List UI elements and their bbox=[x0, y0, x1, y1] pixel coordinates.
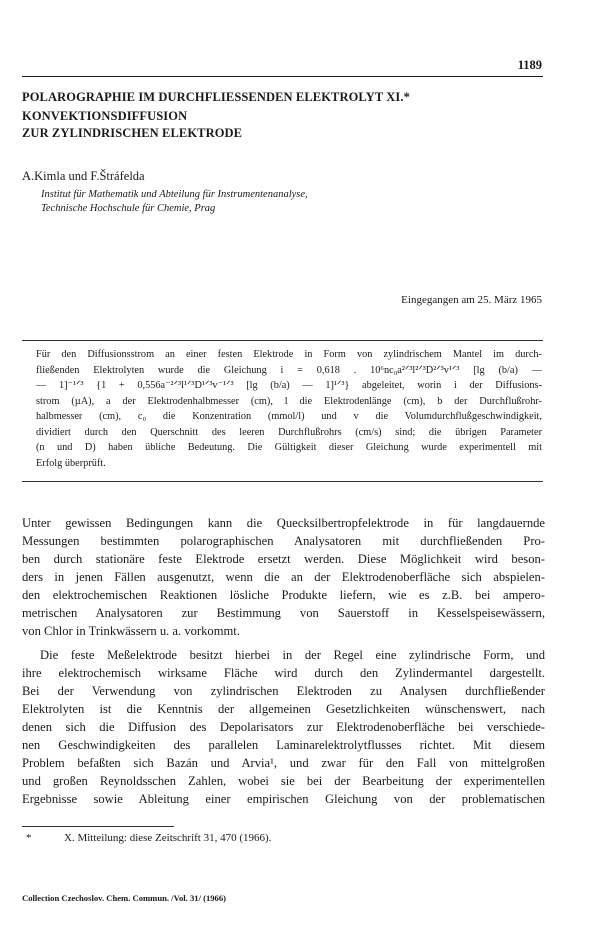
header-rule bbox=[22, 76, 543, 77]
body-line: Ergebnisse sowie Ableitung einer empirischen Gleichung von der problematischen bbox=[22, 792, 545, 806]
body-line: Die feste Meßelektrode besitzt hierbei in der Regel eine zylindrische Form, und bbox=[40, 648, 545, 662]
body-line: Elektrolyten ist die Kenntnis der allgemeinen Gesetzlichkeiten wünschenswert, nach bbox=[22, 702, 545, 716]
body-line: ben durch stationäre feste Elektrode ersetzt werden. Diese Möglichkeit wird beson- bbox=[22, 552, 545, 566]
received-date: Eingegangen am 25. März 1965 bbox=[401, 294, 542, 306]
footnote-mark: * bbox=[26, 832, 32, 844]
body-line: metrischen Analysatoren zur Bestimmung von Sauerstoff in Kesselspeisewässern, bbox=[22, 606, 545, 620]
body-line: Bei der Verwendung von zylindrischen Elektroden zu Analysen durchfließender bbox=[22, 684, 545, 698]
abstract-line: dividiert durch den Querschnitt des leeren Durchflußrohrs (cm/s) sind; die übrigen Parameter bbox=[36, 426, 542, 438]
footnote-rule bbox=[22, 826, 174, 827]
body-line: ihre elektrochemisch wirksame Fläche wird durch den Zylindermantel dargestellt. bbox=[22, 666, 545, 680]
abstract-line: strom (µA), a der Elektrodenhalbmesser (cm), l die Elektrodenlänge (cm), b der Durchflußrohr- bbox=[36, 395, 542, 407]
abstract bbox=[36, 347, 542, 471]
abstract-line: Erfolg überprüft. bbox=[36, 457, 106, 469]
journal-footer: Collection Czechoslov. Chem. Commun. /Vol. 31/ (1966) bbox=[22, 893, 227, 903]
affiliation bbox=[41, 188, 308, 216]
abstract-line: — 1]⁻¹ᐟ³ {1 + 0,556a⁻²ᐟ³l¹ᐟ³D¹ᐟ³v⁻¹ᐟ³ [lg (b/a) — 1]¹ᐟ³} abgeleitet, worin i der Diffusions- bbox=[36, 380, 542, 391]
body-line: Unter gewissen Bedingungen kann die Quecksilbertropfelektrode in für langdauernde bbox=[22, 516, 545, 530]
body-line: Messungen bestimmten polarographischen Analysatoren mit durchfließenden Pro- bbox=[22, 534, 545, 548]
footnote bbox=[26, 832, 272, 844]
body-line: nen Geschwindigkeiten des parallelen Laminarelektrolytflusses richtet. Mit diesem bbox=[22, 738, 545, 752]
abstract-line: fließenden Elektrolyten wurde die Gleichung i = 0,618 . 10⁶nc₀a²ᐟ³l²ᐟ³D²ᐟ³v¹ᐟ³ [lg (b/a) — bbox=[36, 364, 542, 376]
footnote-text: X. Mitteilung: diese Zeitschrift 31, 470 (1966). bbox=[64, 832, 272, 844]
article-subtitle-line1: KONVEKTIONSDIFFUSION bbox=[22, 109, 188, 123]
body-line: ders in jenen Fällen ausgenutzt, wenn die an der Elektrodenoberfläche sich abspielen- bbox=[22, 570, 545, 584]
affiliation-line: Institut für Mathematik und Abteilung für Instrumentenanalyse, bbox=[41, 189, 308, 200]
body-line: von Chlor in Trinkwässern u. a. vorkommt. bbox=[22, 624, 240, 638]
body-line: denen sich die Diffusion des Depolarisators zur Elektrodenoberfläche bei verschiede- bbox=[22, 720, 545, 734]
body-line: den elektrochemischen Reaktionen lösliche Produkte liefern, wie es z.B. bei ampero- bbox=[22, 588, 545, 602]
article-titles bbox=[22, 89, 547, 142]
body-line: und großen Reynoldsschen Zahlen, wobei sie bei der Bearbeitung der experimentellen bbox=[22, 774, 545, 788]
affiliation-line: Technische Hochschule für Chemie, Prag bbox=[41, 203, 216, 214]
abstract-line: halbmesser (cm), c₀ die Konzentration (mmol/l) und v die Volumdurchflußgeschwindigkeit, bbox=[36, 411, 542, 422]
authors: A.Kimla und F.Štráfelda bbox=[22, 169, 145, 183]
page-number: 1189 bbox=[517, 58, 542, 72]
article-subtitle-line2: ZUR ZYLINDRISCHEN ELEKTRODE bbox=[22, 126, 243, 140]
body-text bbox=[22, 514, 545, 808]
abstract-line: (n und D) haben übliche Bedeutung. Die Gültigkeit dieser Gleichung wurde experimentell mit bbox=[36, 442, 542, 453]
article-title: POLAROGRAPHIE IM DURCHFLIESSENDEN ELEKTROLYT XI.* bbox=[22, 90, 410, 104]
abstract-line: Für den Diffusionsstrom an einer festen Elektrode in Form von zylindrischem Mantel im durch- bbox=[36, 349, 542, 360]
body-line: Problem befaßten sich Bazán und Arvia¹, und zwar für den Fall von mittelgroßen bbox=[22, 756, 545, 770]
